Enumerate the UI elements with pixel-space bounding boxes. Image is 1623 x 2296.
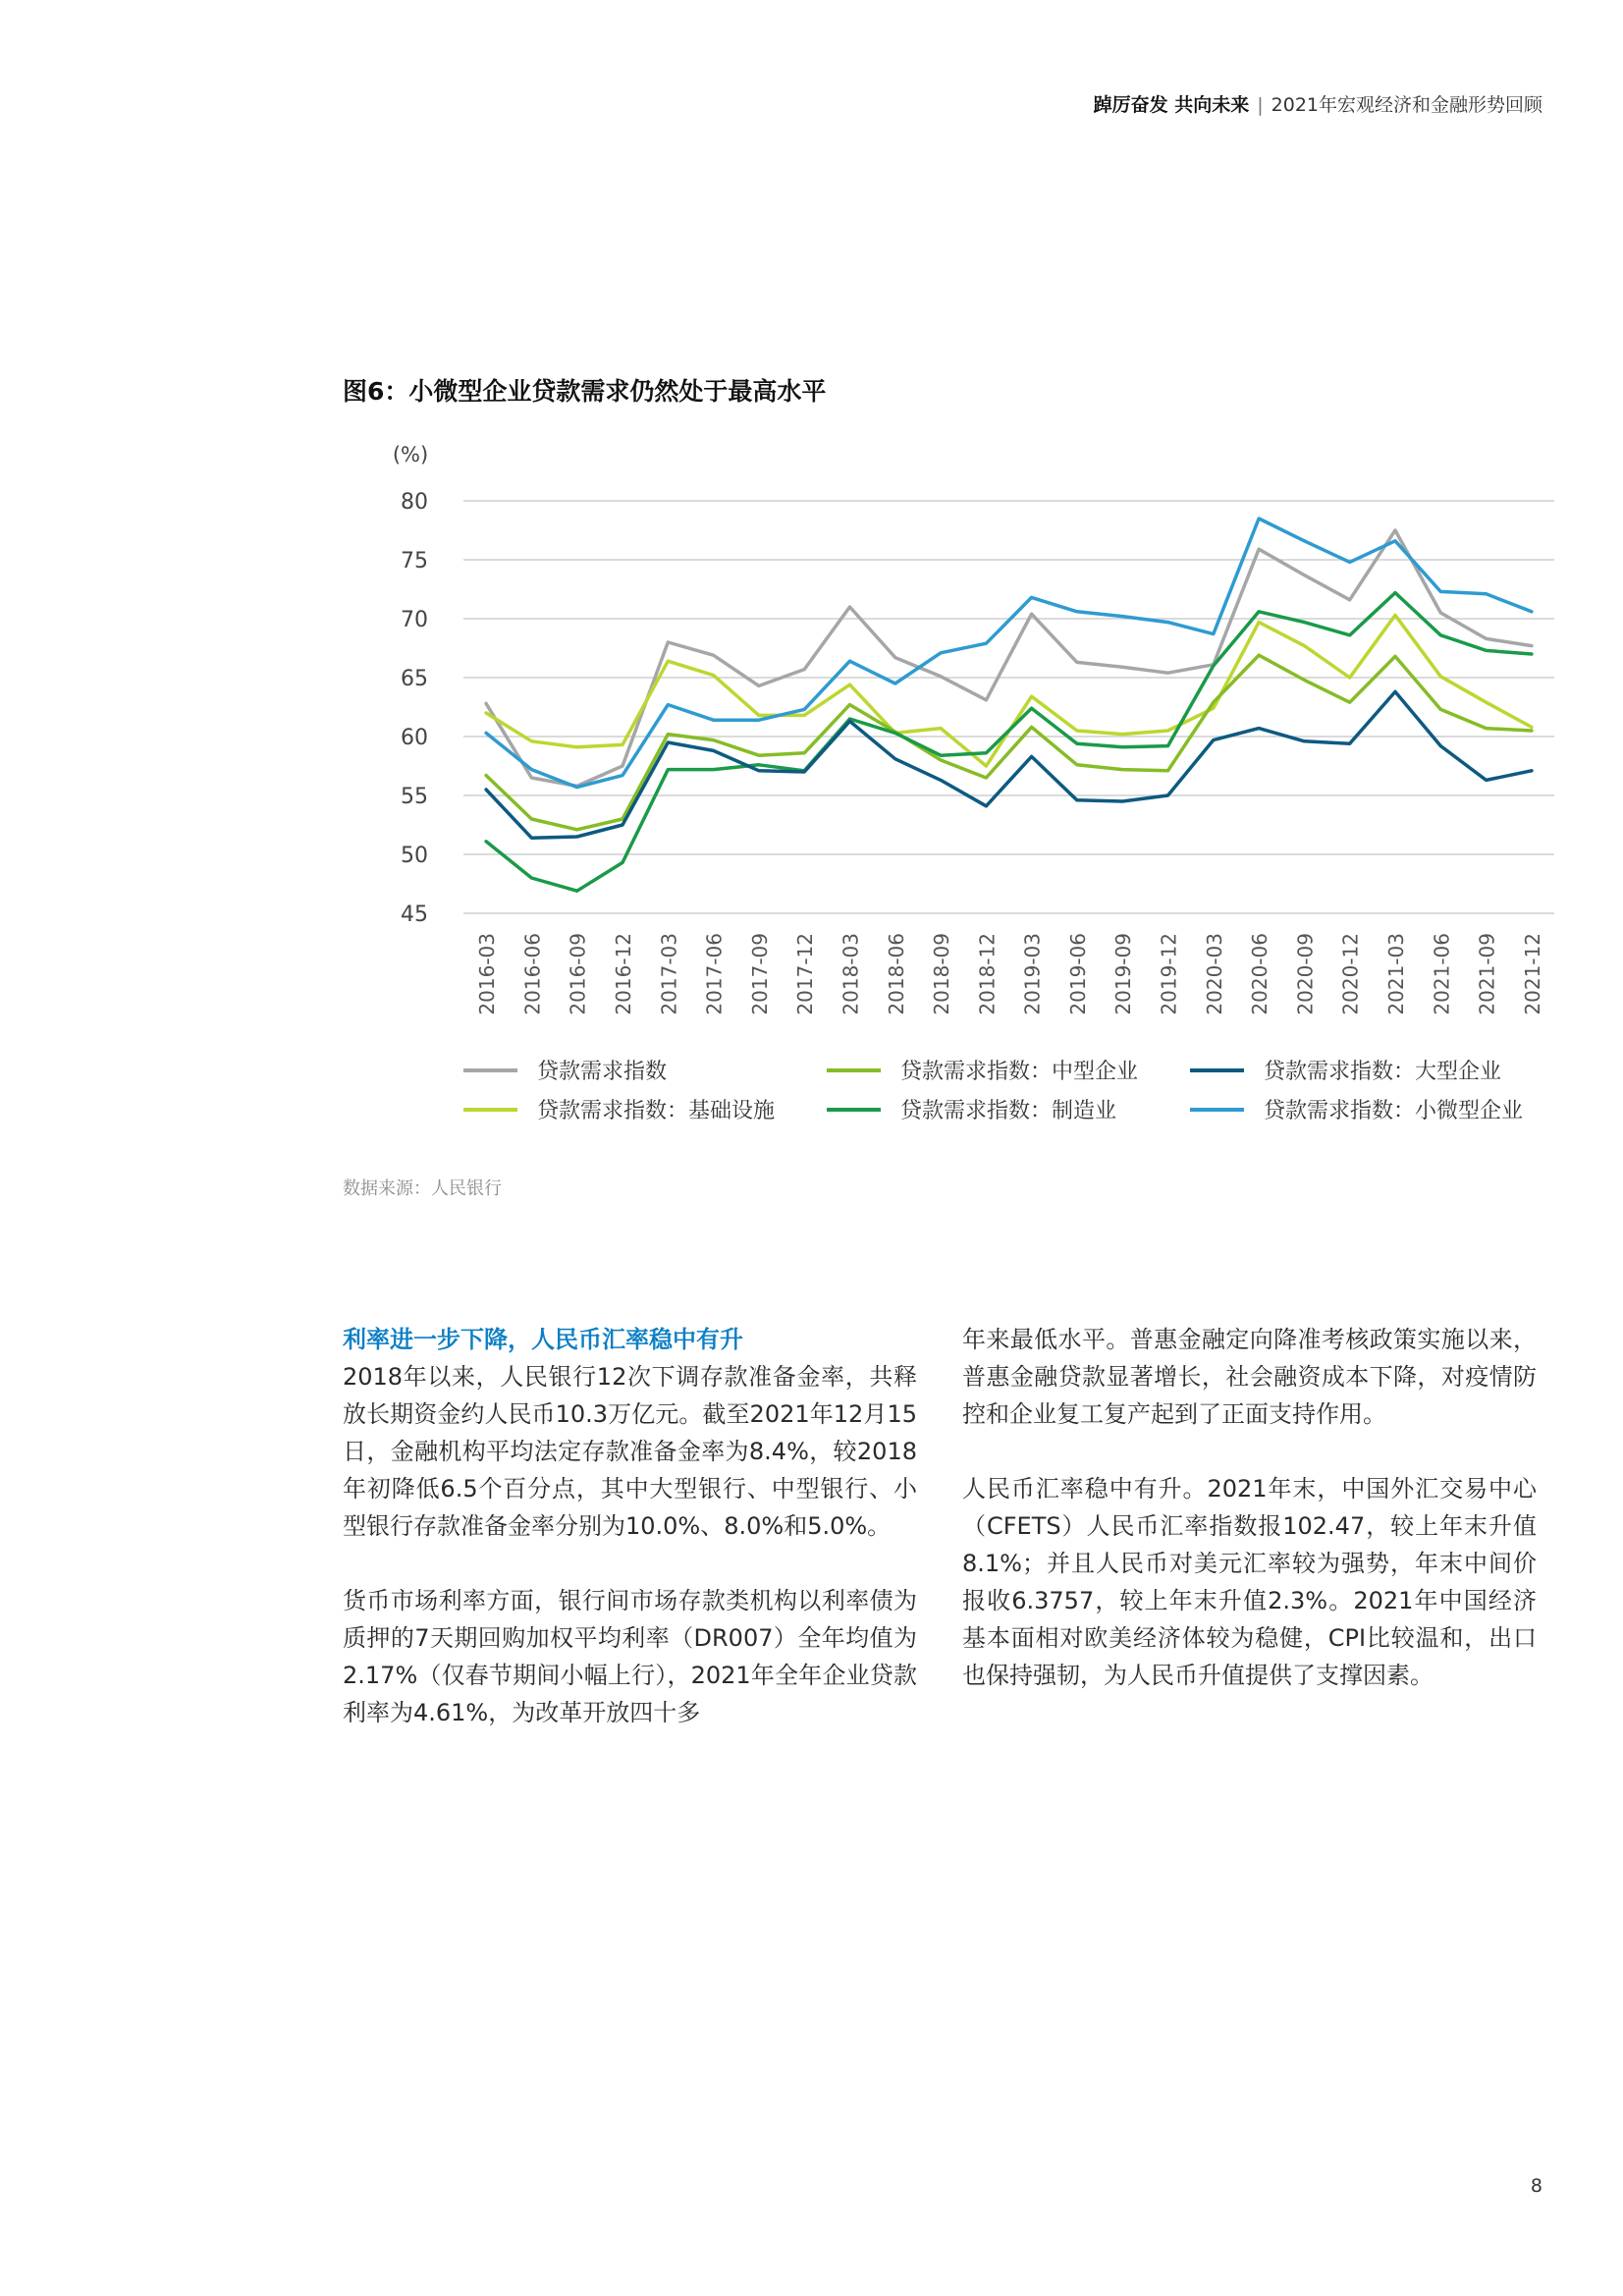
x-tick-label: 2021-12 (1520, 933, 1544, 1015)
x-tick-label: 2020-03 (1202, 933, 1226, 1015)
page-number: 8 (1530, 2175, 1542, 2197)
text-column-right (962, 1321, 1537, 1731)
x-tick-label: 2021-09 (1475, 933, 1499, 1015)
x-tick-label: 2016-12 (612, 933, 636, 1015)
paragraph-exchange-rate: 人民币汇率稳中有升。2021年末，中国外汇交易中心（CFETS）人民币汇率指数报102.47，较上年末升值8.1%；并且人民币对美元汇率较为强势，年末中间价报收6.3757，较上年末升值2.3%。2021年中国经济基本面相对欧美经济体较为稳健，CPI比较温和，出口也保持强韧，为人民币升值提供了支撑因素。 (962, 1475, 1537, 1689)
x-tick-label: 2017-06 (702, 933, 727, 1015)
series-line (486, 530, 1532, 786)
y-tick-label: 45 (401, 902, 428, 927)
x-tick-label: 2017-09 (747, 933, 772, 1015)
legend-label: 贷款需求指数：中型企业 (900, 1060, 1139, 1084)
y-tick-label: 65 (401, 667, 428, 691)
x-tick-label: 2019-06 (1065, 933, 1090, 1015)
header-separator: | (1257, 94, 1264, 116)
x-tick-label: 2017-12 (793, 933, 818, 1015)
y-tick-label: 80 (401, 490, 428, 515)
paragraph-inclusive-finance: 年来最低水平。普惠金融定向降准考核政策实施以来，普惠金融贷款显著增长，社会融资成本下降，对疫情防控和企业复工复产起到了正面支持作用。 (962, 1326, 1537, 1428)
y-tick-label: 70 (401, 608, 428, 632)
section-heading: 利率进一步下降，人民币汇率稳中有升 (343, 1326, 743, 1353)
legend-label: 贷款需求指数 (537, 1060, 668, 1084)
figure-title: 图6：小微型企业贷款需求仍然处于最高水平 (343, 377, 827, 406)
legend-label: 贷款需求指数：小微型企业 (1264, 1099, 1524, 1123)
text-column-left (343, 1321, 917, 1769)
x-tick-label: 2016-03 (475, 933, 500, 1015)
x-tick-label: 2020-12 (1338, 933, 1363, 1015)
y-tick-label: 55 (401, 785, 428, 809)
x-tick-label: 2019-09 (1111, 933, 1136, 1015)
x-tick-label: 2021-06 (1430, 933, 1454, 1015)
paragraph-reserve-ratio: 2018年以来，人民银行12次下调存款准备金率，共释放长期资金约人民币10.3万亿元。截至2021年12月15日，金融机构平均法定存款准备金率为8.4%，较2018年初降低6.5个百分点，其中大型银行、中型银行、小型银行存款准备金率分别为10.0%、8.0%和5.0%。 (343, 1363, 917, 1540)
x-tick-label: 2019-03 (1020, 933, 1045, 1015)
legend-label: 贷款需求指数：大型企业 (1264, 1060, 1502, 1084)
x-tick-label: 2017-03 (657, 933, 681, 1015)
x-tick-label: 2018-12 (975, 933, 1000, 1015)
header-slogan: 踔厉奋发 共向未来 (1093, 94, 1250, 116)
y-unit-label: (%) (392, 443, 429, 466)
header-report-title: 2021年宏观经济和金融形势回顾 (1271, 94, 1542, 116)
x-tick-label: 2018-09 (930, 933, 954, 1015)
paragraph-money-market: 货币市场利率方面，银行间市场存款类机构以利率债为质押的7天期回购加权平均利率（DR007）全年均值为2.17%（仅春节期间小幅上行），2021年全年企业贷款利率为4.61%，为改革开放四十多 (343, 1587, 917, 1726)
x-tick-label: 2016-06 (520, 933, 545, 1015)
x-tick-label: 2019-12 (1157, 933, 1181, 1015)
x-tick-label: 2021-03 (1383, 933, 1408, 1015)
y-tick-label: 60 (401, 726, 428, 750)
x-tick-label: 2020-09 (1293, 933, 1318, 1015)
y-tick-label: 75 (401, 549, 428, 574)
x-tick-label: 2018-06 (884, 933, 908, 1015)
legend-label: 贷款需求指数：基础设施 (537, 1099, 776, 1123)
x-tick-label: 2018-03 (839, 933, 863, 1015)
x-tick-label: 2020-06 (1248, 933, 1272, 1015)
legend-label: 贷款需求指数：制造业 (900, 1099, 1117, 1123)
y-tick-label: 50 (401, 844, 428, 868)
figure-source: 数据来源：人民银行 (343, 1178, 502, 1199)
x-tick-label: 2016-09 (566, 933, 590, 1015)
